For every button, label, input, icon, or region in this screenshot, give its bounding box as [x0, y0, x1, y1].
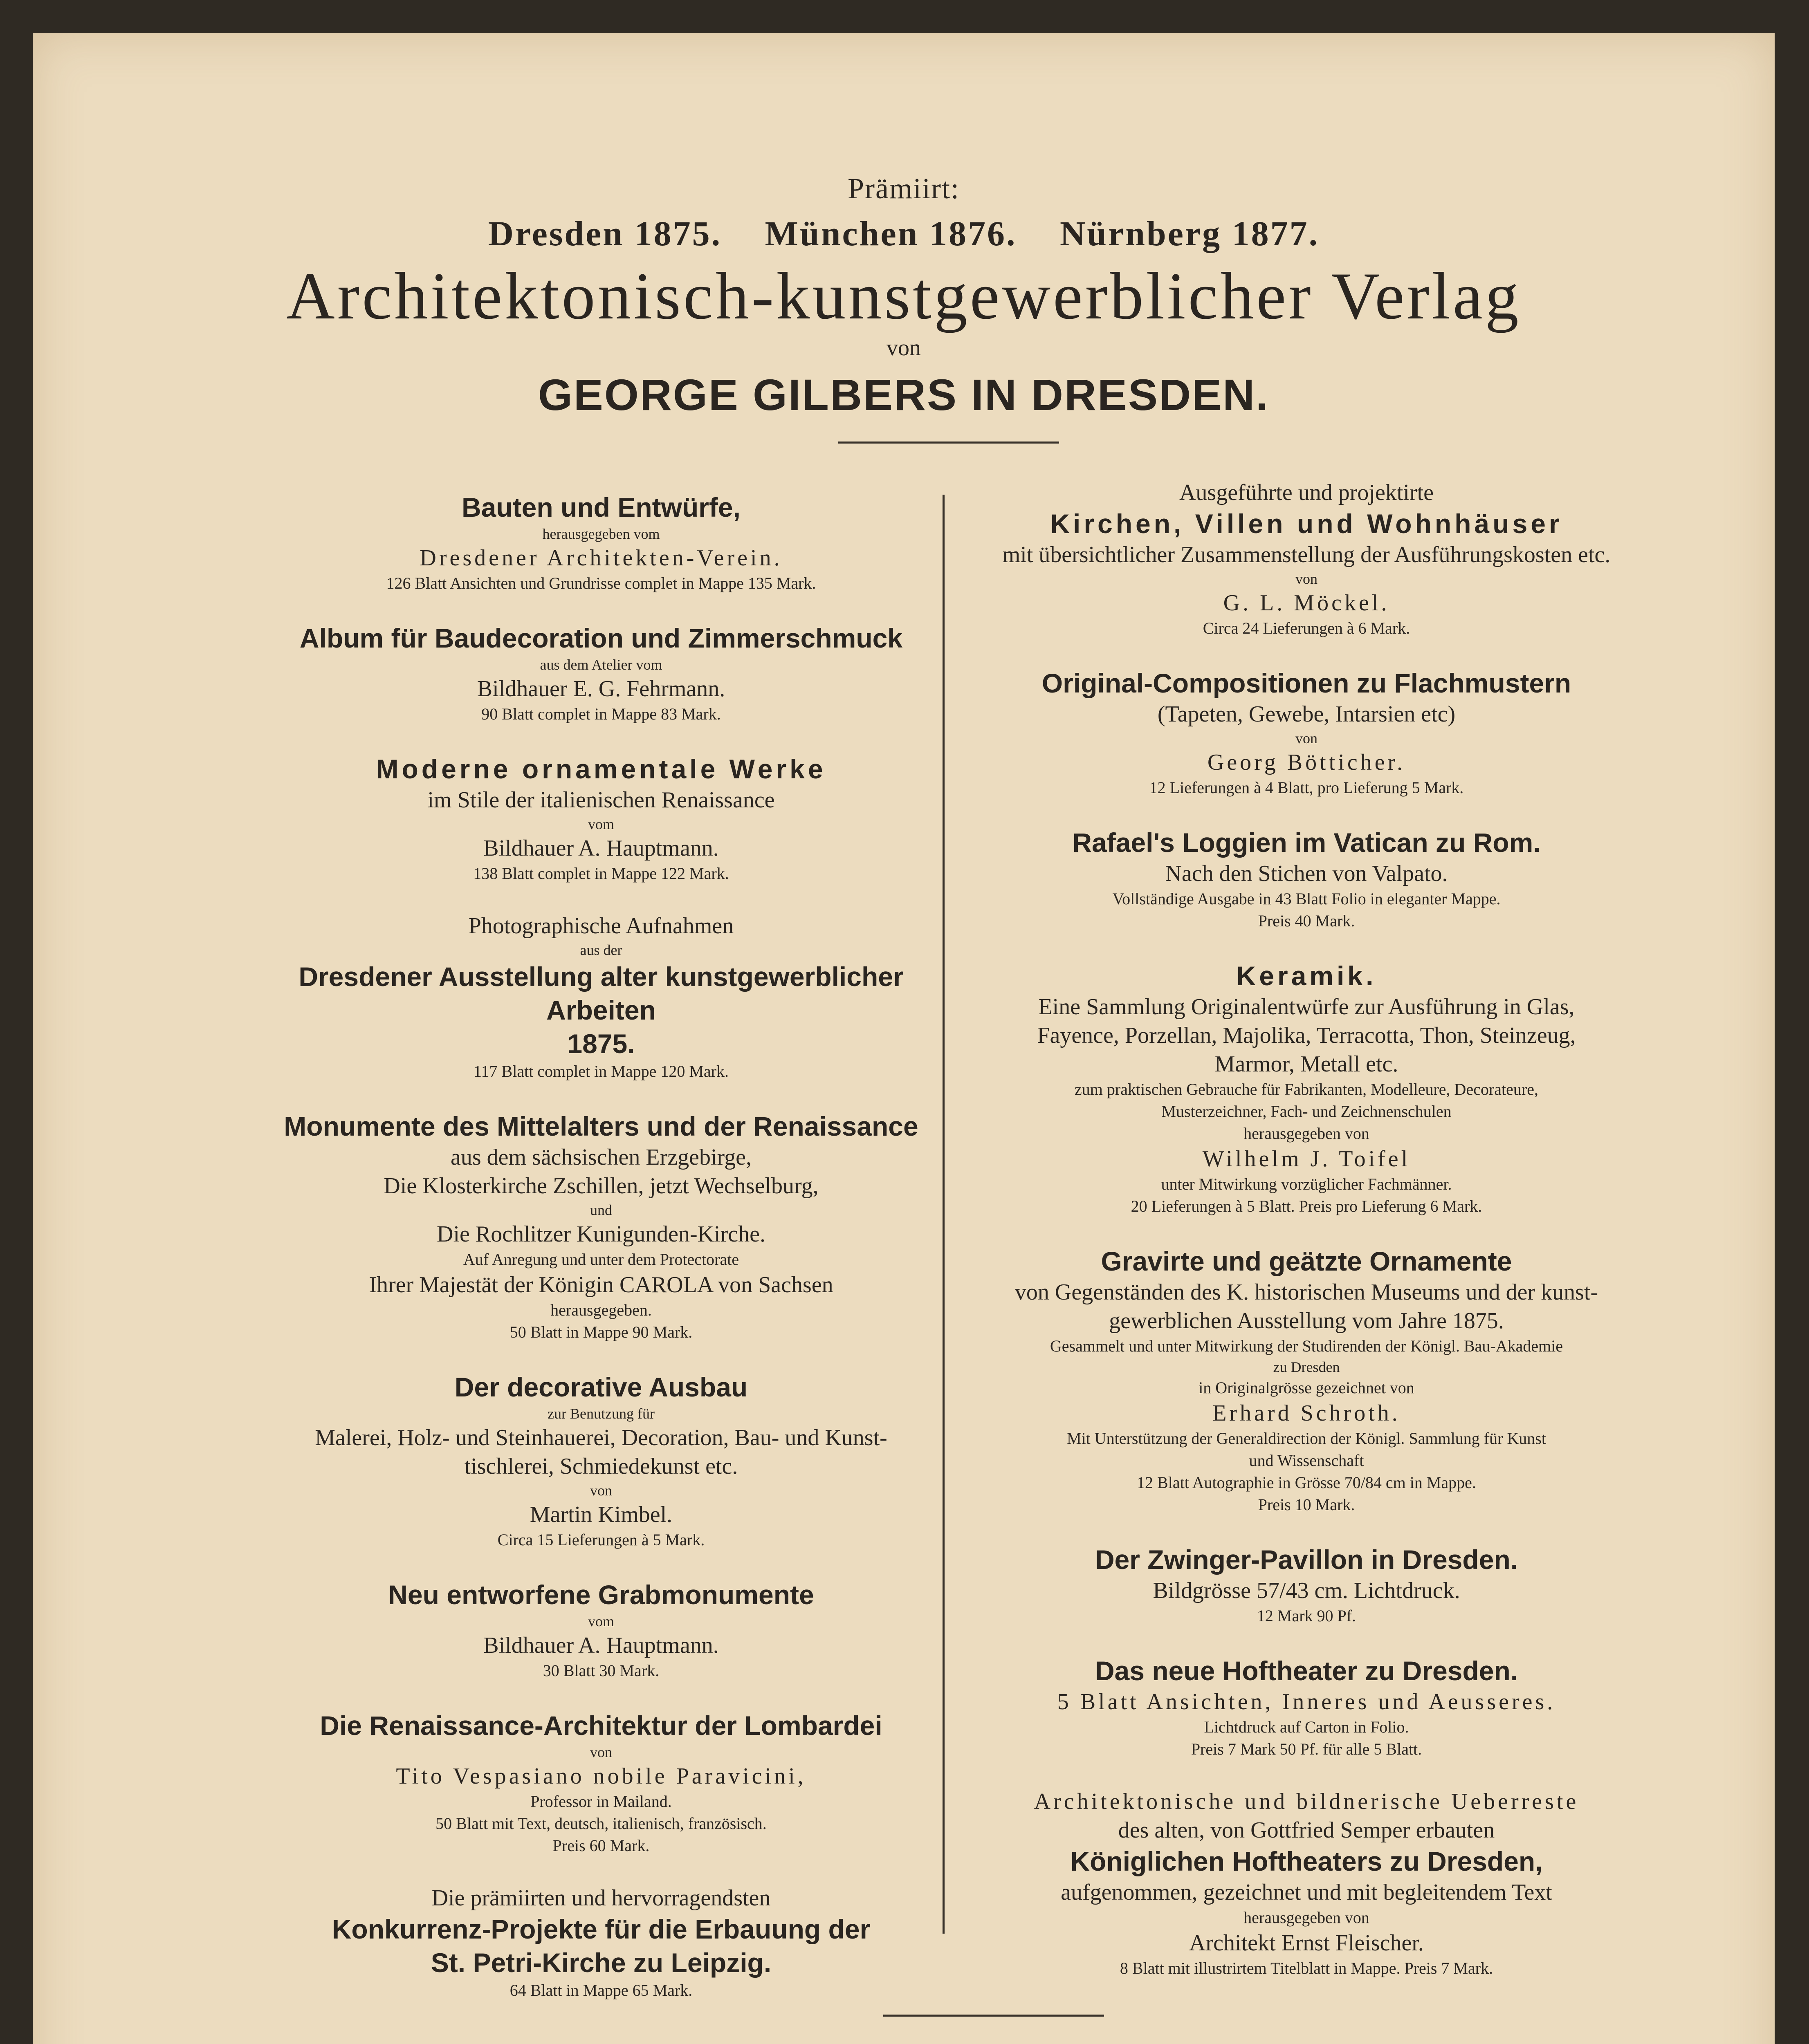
- entry-year: 1875.: [567, 1029, 635, 1059]
- entry-title: Der decorative Ausbau: [454, 1372, 748, 1402]
- entry-title: Album für Baudecoration und Zimmerschmuck: [299, 623, 903, 653]
- left-column: [274, 491, 928, 2028]
- entry-price: 117 Blatt complet in Mappe 120 Mark.: [474, 1062, 729, 1080]
- entry-author: Tito Vespasiano nobile Paravicini,: [396, 1764, 806, 1789]
- entry-line: Mit Unterstützung der Generaldirection der Königl. Sammlung für Kunst: [1067, 1429, 1546, 1448]
- entry-konkurrenz: [274, 1884, 928, 2001]
- header: [33, 172, 1775, 420]
- entry-line: 5 Blatt Ansichten, Inneres und Aeusseres.: [1057, 1689, 1556, 1715]
- entry-line: Malerei, Holz- und Steinhauerei, Decoration, Bau- und Kunst-: [315, 1425, 887, 1450]
- entry-line: aus dem Atelier vom: [540, 657, 662, 673]
- entry-line: unter Mitwirkung vorzüglicher Fachmänner.: [1161, 1175, 1452, 1193]
- pramiirt-label: Prämiirt:: [848, 172, 960, 205]
- entry-flachmustern: [973, 666, 1640, 799]
- entry-author: Bildhauer E. G. Fehrmann.: [477, 676, 725, 702]
- entry-line: von: [590, 1482, 612, 1499]
- entry-author: Martin Kimbel.: [530, 1502, 673, 1527]
- entry-ornamente: [973, 1244, 1640, 1516]
- entry-grabmonumente: [274, 1578, 928, 1682]
- entry-line: (Tapeten, Gewebe, Intarsien etc): [1157, 702, 1456, 727]
- entry-title: Konkurrenz-Projekte für die Erbauung der: [332, 1914, 871, 1944]
- title-von: von: [887, 335, 921, 361]
- entry-author: Architekt Ernst Fleischer.: [1189, 1930, 1424, 1956]
- entry-line: herausgegeben von: [1243, 1124, 1369, 1143]
- entry-line: in Originalgrösse gezeichnet von: [1199, 1378, 1414, 1397]
- entry-price: 126 Blatt Ansichten und Grundrisse complet in Mappe 135 Mark.: [386, 574, 816, 592]
- entry-line: und Wissenschaft: [1249, 1451, 1364, 1470]
- entry-keramik: [973, 959, 1640, 1217]
- entry-line: Musterzeichner, Fach- und Zeichnenschulen: [1161, 1102, 1452, 1121]
- entry-price: 50 Blatt in Mappe 90 Mark.: [509, 1323, 693, 1341]
- entry-line: Die Klosterkirche Zschillen, jetzt Wechselburg,: [384, 1173, 819, 1199]
- entry-ausstellung: [274, 912, 928, 1083]
- entry-line: Bildgrösse 57/43 cm. Lichtdruck.: [1153, 1578, 1460, 1603]
- entry-title: Königlichen Hoftheaters zu Dresden,: [1070, 1846, 1543, 1876]
- entry-moderne: [274, 752, 928, 885]
- entry-price: 20 Lieferungen à 5 Blatt. Preis pro Lieferung 6 Mark.: [1131, 1197, 1482, 1215]
- entry-line: herausgegeben.: [550, 1301, 652, 1319]
- column-divider: [943, 495, 945, 1934]
- entry-line: Photographische Aufnahmen: [468, 913, 734, 939]
- entry-line: vom: [588, 816, 614, 832]
- entry-line: aus der: [580, 942, 622, 958]
- entry-zwinger: [973, 1543, 1640, 1627]
- entry-line: zum praktischen Gebrauche für Fabrikanten, Modelleure, Decorateure,: [1075, 1080, 1538, 1098]
- entry-price: 12 Mark 90 Pf.: [1257, 1607, 1356, 1625]
- entry-line: von: [590, 1744, 612, 1760]
- entry-title: Bauten und Entwürfe,: [462, 492, 741, 522]
- award-muenchen: München 1876.: [765, 214, 1017, 253]
- entry-title: Monumente des Mittelalters und der Renaissance: [284, 1111, 918, 1141]
- entry-author: Wilhelm J. Toifel: [1202, 1146, 1411, 1172]
- entry-line: Nach den Stichen von Valpato.: [1165, 861, 1448, 886]
- entry-line: Ausgeführte und projektirte: [1179, 480, 1434, 505]
- entry-price: 30 Blatt 30 Mark.: [543, 1661, 660, 1680]
- catalog-sheet: [33, 33, 1775, 2044]
- entry-title: St. Petri-Kirche zu Leipzig.: [431, 1948, 772, 1978]
- entry-hoftheater: [973, 1654, 1640, 1760]
- award-nuernberg: Nürnberg 1877.: [1059, 214, 1320, 253]
- entry-title: Rafael's Loggien im Vatican zu Rom.: [1072, 827, 1541, 858]
- award-dresden: Dresden 1875.: [488, 214, 722, 253]
- entry-line: 50 Blatt mit Text, deutsch, italienisch, französisch.: [435, 1814, 767, 1833]
- entry-ueberreste: [973, 1787, 1640, 1979]
- entry-line: von: [1295, 730, 1317, 746]
- entry-line: Ihrer Majestät der Königin CAROLA von Sachsen: [369, 1272, 833, 1298]
- entry-line: Die Rochlitzer Kunigunden-Kirche.: [437, 1221, 765, 1247]
- entry-line: Eine Sammlung Originalentwürfe zur Ausführung in Glas,: [1038, 994, 1575, 1020]
- entry-author: Bildhauer A. Hauptmann.: [483, 1633, 719, 1658]
- entry-title: Gravirte und geätzte Ornamente: [1101, 1246, 1512, 1276]
- entry-title: Dresdener Ausstellung alter kunstgewerblicher Arbeiten: [299, 961, 904, 1025]
- entry-price: 138 Blatt complet in Mappe 122 Mark.: [473, 864, 729, 883]
- entry-line: herausgegeben von: [1243, 1908, 1369, 1927]
- entry-line: von: [1295, 571, 1317, 587]
- entry-line: Lichtdruck auf Carton in Folio.: [1204, 1718, 1409, 1736]
- entry-line: Marmor, Metall etc.: [1214, 1051, 1398, 1077]
- entry-line: vom: [588, 1613, 614, 1629]
- entry-line: Die prämiirten und hervorragendsten: [431, 1885, 771, 1911]
- entry-lombardei: [274, 1709, 928, 1857]
- entry-line: Gesammelt und unter Mitwirkung der Studirenden der Königl. Bau-Akademie: [1050, 1337, 1563, 1355]
- entry-ausbau: [274, 1370, 928, 1551]
- entry-line: aufgenommen, gezeichnet und mit begleitendem Text: [1061, 1880, 1552, 1905]
- entry-loggien: [973, 826, 1640, 932]
- awards-line: [33, 213, 1775, 254]
- entry-author: Erhard Schroth.: [1212, 1401, 1401, 1426]
- entry-line: Architektonische und bildnerische Ueberreste: [1034, 1789, 1579, 1814]
- entry-author: G. L. Möckel.: [1223, 590, 1390, 616]
- entry-price: Circa 15 Lieferungen à 5 Mark.: [497, 1531, 705, 1549]
- entry-title: Neu entworfene Grabmonumente: [388, 1580, 814, 1610]
- entry-title: Die Renaissance-Architektur der Lombardei: [320, 1710, 882, 1741]
- entry-line: 12 Blatt Autographie in Grösse 70/84 cm in Mappe.: [1137, 1473, 1476, 1492]
- entry-album: [274, 621, 928, 725]
- entry-author: Dresdener Architekten-Verein.: [420, 545, 783, 571]
- entry-price: Preis 40 Mark.: [1258, 912, 1355, 930]
- entry-line: des alten, von Gottfried Semper erbauten: [1118, 1818, 1495, 1843]
- entry-line: tischlerei, Schmiedekunst etc.: [464, 1454, 738, 1479]
- right-column: [973, 478, 1640, 2006]
- entry-price: Circa 24 Lieferungen à 6 Mark.: [1203, 619, 1410, 637]
- entry-line: aus dem sächsischen Erzgebirge,: [450, 1145, 752, 1170]
- entry-line: zu Dresden: [1273, 1359, 1340, 1375]
- entry-monumente: [274, 1109, 928, 1343]
- top-rule: [838, 442, 1059, 444]
- entry-kirchen: [973, 478, 1640, 639]
- entry-price: Preis 7 Mark 50 Pf. für alle 5 Blatt.: [1191, 1740, 1422, 1758]
- entry-price: Preis 10 Mark.: [1258, 1495, 1355, 1514]
- entry-title: Das neue Hoftheater zu Dresden.: [1095, 1656, 1518, 1686]
- entry-price: 64 Blatt in Mappe 65 Mark.: [509, 1981, 693, 1999]
- entry-price: Preis 60 Mark.: [552, 1836, 650, 1855]
- page-title: Architektonisch-kunstgewerblicher Verlag: [286, 259, 1521, 333]
- entry-price: 90 Blatt complet in Mappe 83 Mark.: [481, 705, 721, 723]
- entry-line: und: [590, 1202, 612, 1218]
- publisher-name: GEORGE GILBERS IN DRESDEN.: [538, 370, 1270, 419]
- entry-line: Fayence, Porzellan, Majolika, Terracotta, Thon, Steinzeug,: [1037, 1023, 1576, 1048]
- entry-title: Original-Compositionen zu Flachmustern: [1041, 668, 1571, 698]
- entry-price: 12 Lieferungen à 4 Blatt, pro Lieferung 5 Mark.: [1149, 778, 1464, 797]
- entry-price: 8 Blatt mit illustrirtem Titelblatt in Mappe. Preis 7 Mark.: [1120, 1959, 1493, 1977]
- entry-line: von Gegenständen des K. historischen Museums und der kunst-: [1014, 1280, 1598, 1305]
- entry-line: gewerblichen Ausstellung vom Jahre 1875.: [1109, 1308, 1504, 1334]
- entry-bauten: [274, 491, 928, 594]
- entry-line: zur Benutzung für: [548, 1405, 655, 1422]
- entry-title: Der Zwinger-Pavillon in Dresden.: [1095, 1544, 1518, 1575]
- entry-line: mit übersichtlicher Zusammenstellung der Ausführungskosten etc.: [1002, 542, 1611, 567]
- entry-line: Professor in Mailand.: [530, 1792, 672, 1811]
- entry-title: Keramik.: [1236, 961, 1377, 991]
- entry-title: Kirchen, Villen und Wohnhäuser: [1050, 509, 1563, 539]
- entry-line: Auf Anregung und unter dem Protectorate: [463, 1250, 739, 1269]
- entry-author: Bildhauer A. Hauptmann.: [483, 836, 719, 861]
- entry-line: Vollständige Ausgabe in 43 Blatt Folio in eleganter Mappe.: [1112, 890, 1501, 908]
- entry-line: herausgegeben vom: [542, 526, 660, 542]
- entry-line: im Stile der italienischen Renaissance: [427, 787, 775, 813]
- entry-author: Georg Bötticher.: [1207, 750, 1406, 775]
- bottom-rule: [883, 2015, 1104, 2017]
- entry-title: Moderne ornamentale Werke: [376, 754, 826, 784]
